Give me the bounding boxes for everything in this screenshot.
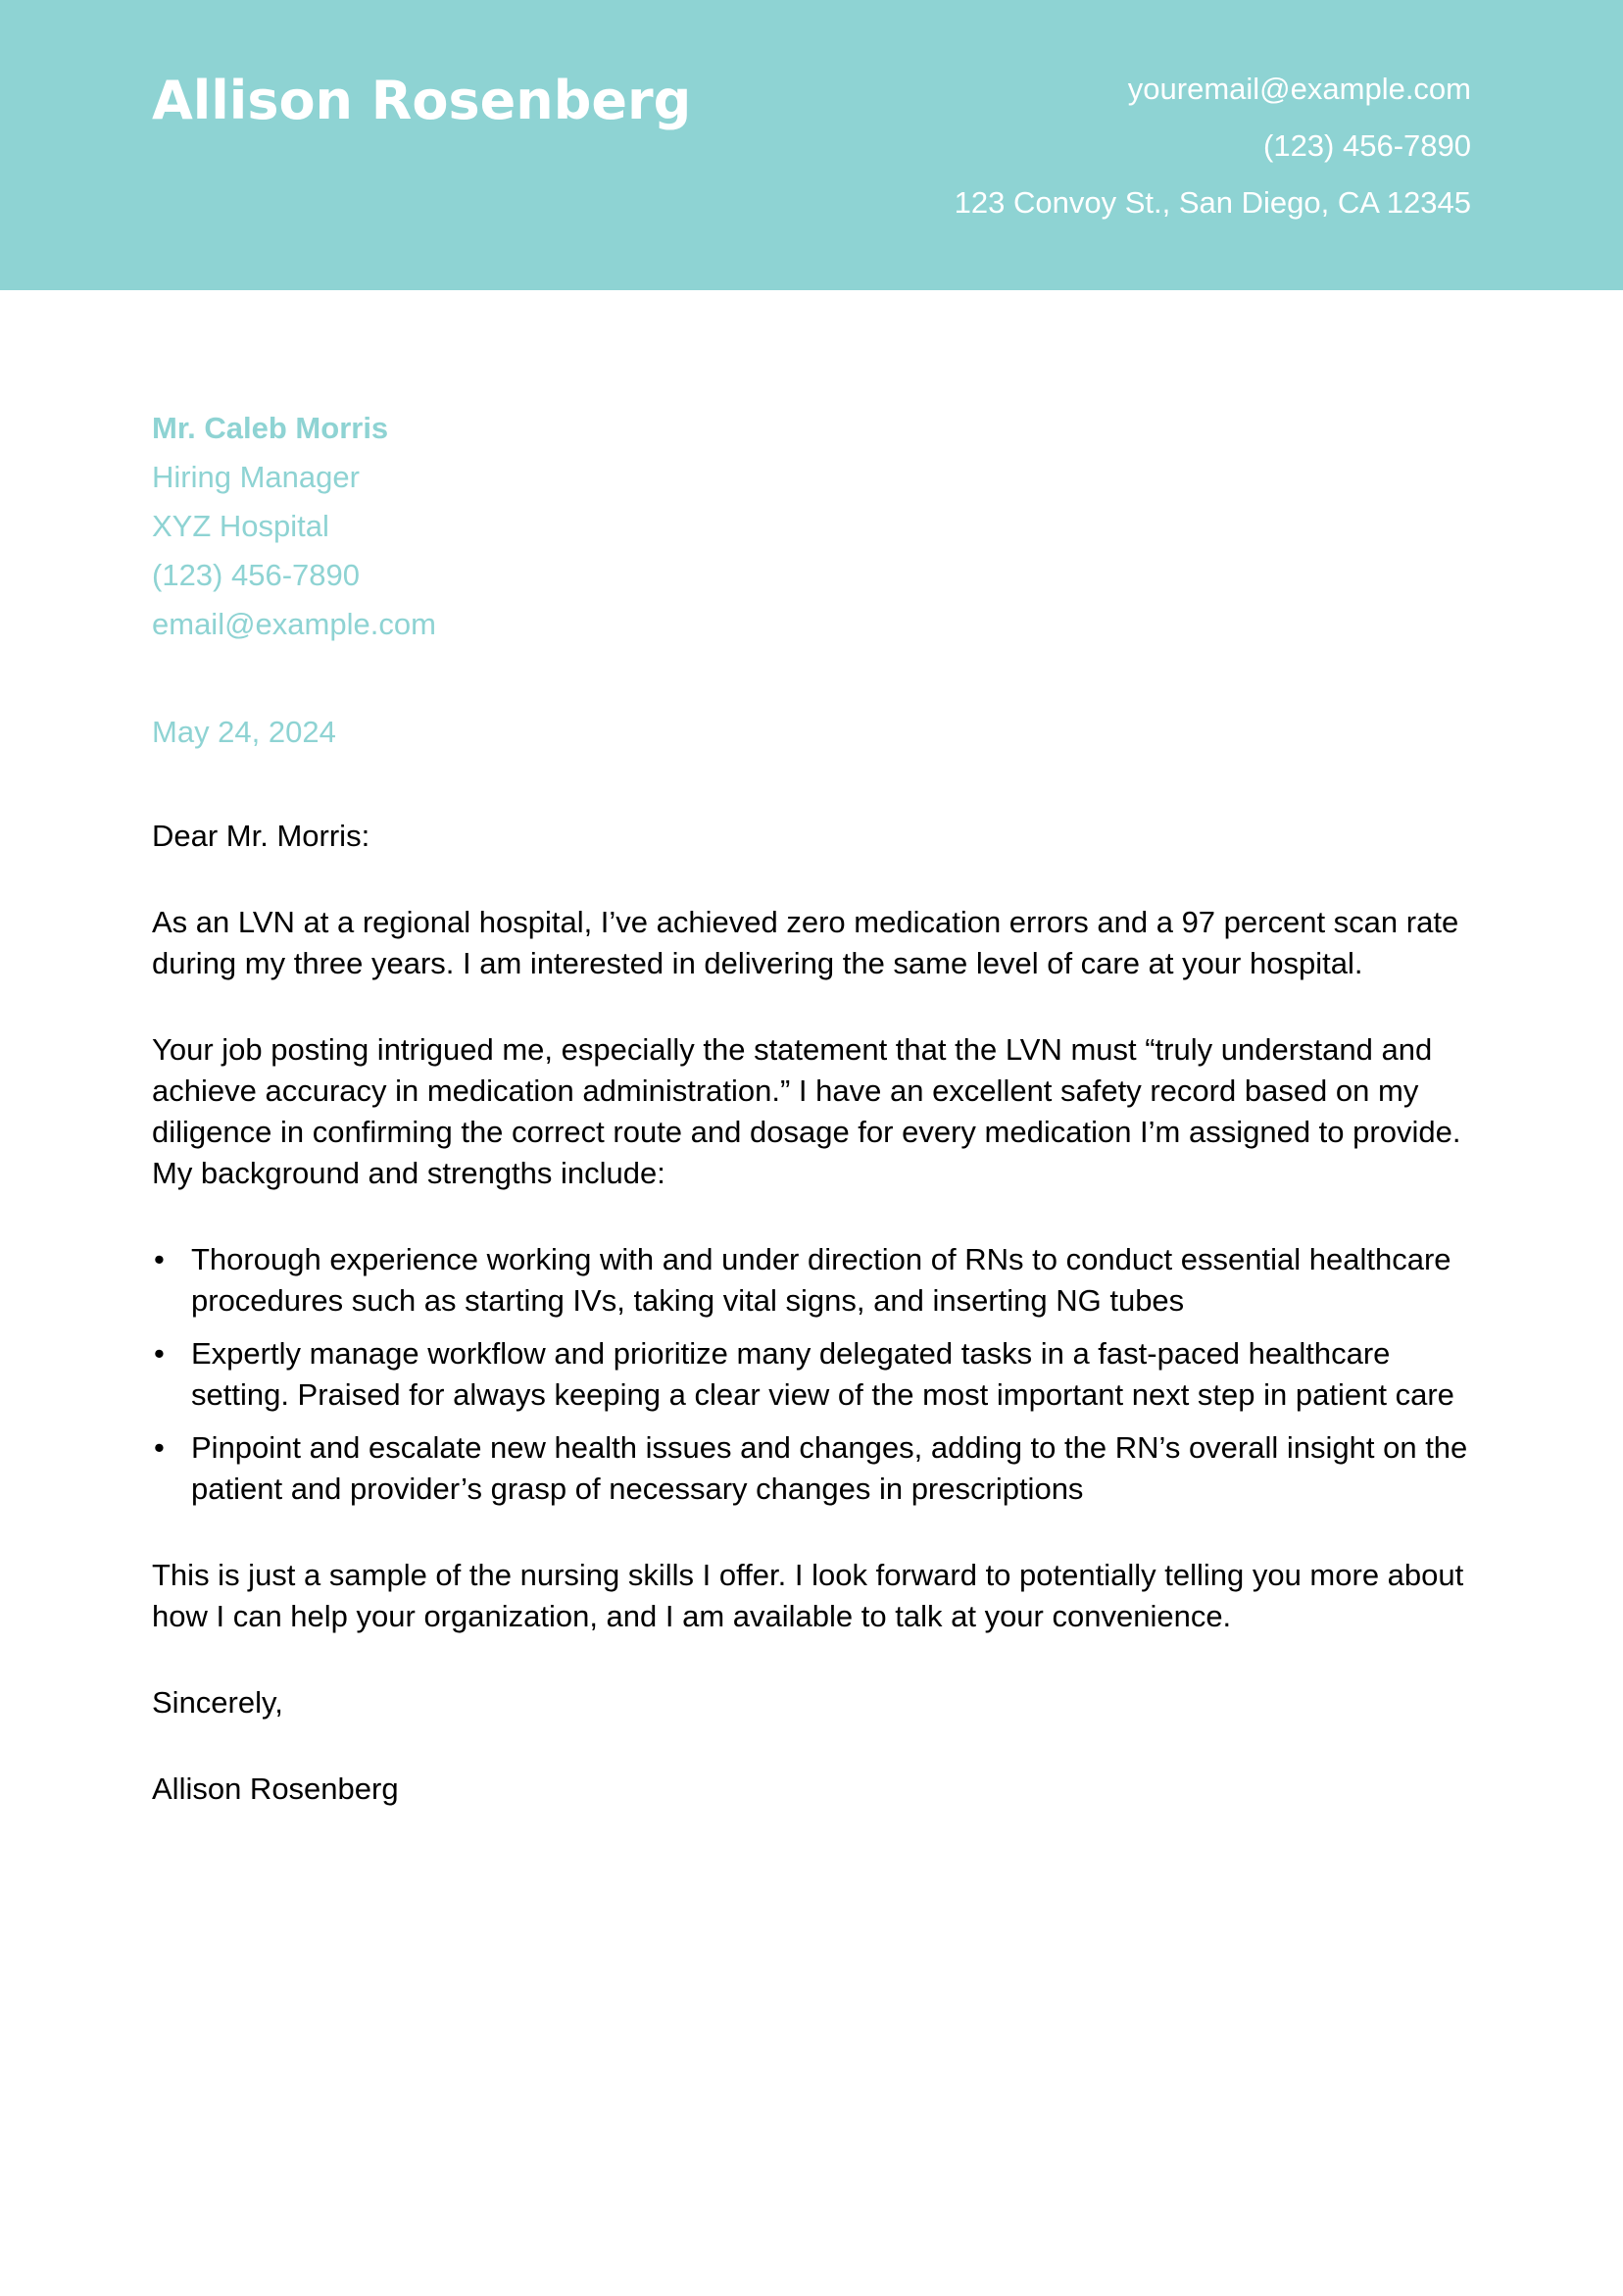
letter-header bbox=[0, 0, 1623, 290]
sender-phone: (123) 456-7890 bbox=[1263, 128, 1471, 163]
recipient-phone: (123) 456-7890 bbox=[152, 558, 360, 592]
recipient-name: Mr. Caleb Morris bbox=[152, 411, 389, 445]
list-item-text: Expertly manage workflow and prioritize many delegated tasks in a fast-paced healthcare setting. Praised for always keeping a clear view of the most important next step in patient care bbox=[191, 1336, 1454, 1412]
list-item-text: Thorough experience working with and under direction of RNs to conduct essential healthcare procedures such as starting IVs, taking vital signs, and inserting NG tubes bbox=[191, 1242, 1451, 1318]
salutation: Dear Mr. Morris: bbox=[152, 819, 370, 853]
sender-email: youremail@example.com bbox=[1127, 72, 1471, 106]
letter-date: May 24, 2024 bbox=[152, 715, 336, 749]
list-item bbox=[152, 1333, 1475, 1416]
sender-name: Allison Rosenberg bbox=[152, 70, 692, 131]
signoff: Sincerely, bbox=[152, 1685, 283, 1720]
list-item bbox=[152, 1427, 1475, 1510]
recipient-email: email@example.com bbox=[152, 607, 436, 641]
letter-content bbox=[152, 816, 1475, 1810]
recipient-title: Hiring Manager bbox=[152, 460, 360, 494]
signature-name: Allison Rosenberg bbox=[152, 1772, 399, 1806]
strengths-list bbox=[152, 1239, 1475, 1510]
list-item bbox=[152, 1239, 1475, 1322]
bullet-icon: • bbox=[154, 1336, 165, 1371]
sender-contact-block bbox=[955, 61, 1471, 231]
recipient-company: XYZ Hospital bbox=[152, 509, 329, 543]
paragraph-closing: This is just a sample of the nursing skills I offer. I look forward to potentially telling you more about how I can help your organization, and I am available to talk at your convenience. bbox=[152, 1558, 1464, 1633]
bullet-icon: • bbox=[154, 1242, 165, 1276]
list-item-text: Pinpoint and escalate new health issues and changes, adding to the RN’s overall insight on the patient and provider’s grasp of necessary changes in prescriptions bbox=[191, 1430, 1468, 1506]
letter-body-area bbox=[152, 404, 1475, 1855]
bullet-icon: • bbox=[154, 1430, 165, 1465]
paragraph-intro: As an LVN at a regional hospital, I’ve achieved zero medication errors and a 97 percent scan rate during my three years. I am interested in delivering the same level of care at your hospital. bbox=[152, 905, 1459, 980]
sender-address: 123 Convoy St., San Diego, CA 12345 bbox=[954, 185, 1471, 220]
paragraph-job-posting: Your job posting intrigued me, especially the statement that the LVN must “truly understand and achieve accuracy in medication administration.” I have an excellent safety record based on my diligence in confirming the correct route and dosage for every medication I’m assigned to provide. My background and strengths include: bbox=[152, 1032, 1461, 1190]
recipient-block bbox=[152, 404, 1475, 649]
